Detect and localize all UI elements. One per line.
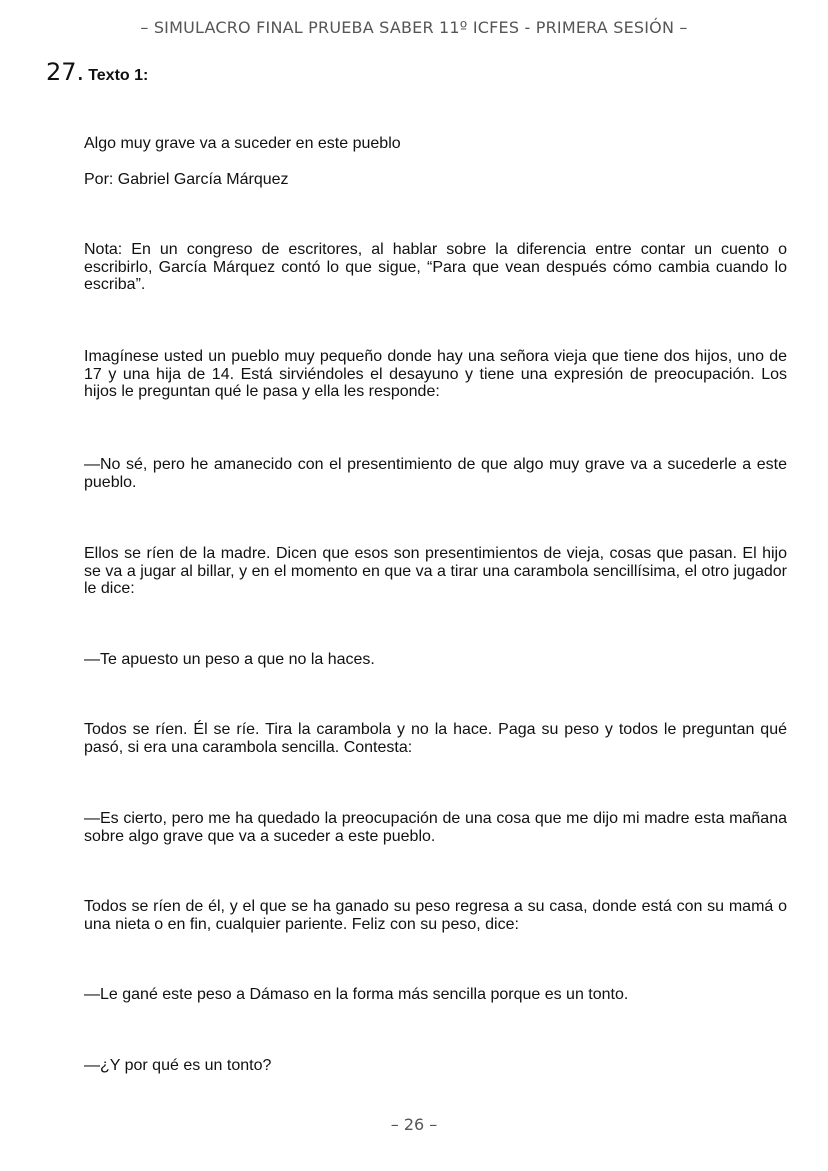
page-header: – SIMULACRO FINAL PRUEBA SABER 11º ICFES - PRIMERA SESIÓN – <box>140 18 688 37</box>
paragraph-dialogue: —No sé, pero he amanecido con el presentimiento de que algo muy grave va a sucederle a este pueblo. <box>84 456 787 491</box>
text-author: Por: Gabriel García Márquez <box>84 171 289 188</box>
paragraph: Ellos se ríen de la madre. Dicen que esos son presentimientos de vieja, cosas que pasan. El hijo se va a jugar al billar, y en el momento en que va a tirar una carambola sencillísima, el otro jugador le dice: <box>84 545 787 597</box>
paragraph: Imagínese usted un pueblo muy pequeño donde hay una señora vieja que tiene dos hijos, uno de 17 y una hija de 14. Está sirviéndoles el desayuno y tiene una expresión de preocupación. Los hijos le preguntan qué le pasa y ella les responde: <box>84 348 787 400</box>
text-title: Algo muy grave va a suceder en este pueblo <box>84 135 401 152</box>
paragraph-dialogue: —¿Y por qué es un tonto? <box>84 1057 272 1074</box>
paragraph: Todos se ríen de él, y el que se ha ganado su peso regresa a su casa, donde está con su mamá o una nieta o en fin, cualquier pariente. Feliz con su peso, dice: <box>84 898 787 933</box>
paragraph-dialogue: —Le gané este peso a Dámaso en la forma más sencilla porque es un tonto. <box>84 986 629 1003</box>
paragraph-dialogue: —Te apuesto un peso a que no la haces. <box>84 651 375 668</box>
question-label: Texto 1: <box>88 67 149 84</box>
paragraph: Todos se ríen. Él se ríe. Tira la carambola y no la hace. Paga su peso y todos le preguntan qué pasó, si era una carambola sencilla. Contesta: <box>84 721 787 756</box>
paragraph-note: Nota: En un congreso de escritores, al hablar sobre la diferencia entre contar un cuento o escribirlo, García Márquez contó lo que sigue, “Para que vean después cómo cambia cuando lo escriba”. <box>84 241 787 293</box>
question-number: 27 <box>46 58 77 86</box>
question-number-dot: . <box>76 58 85 86</box>
paragraph-dialogue: —Es cierto, pero me ha quedado la preocupación de una cosa que me dijo mi madre esta mañana sobre algo grave que va a suceder a este pueblo. <box>84 810 787 845</box>
page-number: – 26 – <box>390 1115 438 1134</box>
question-heading <box>46 58 148 86</box>
